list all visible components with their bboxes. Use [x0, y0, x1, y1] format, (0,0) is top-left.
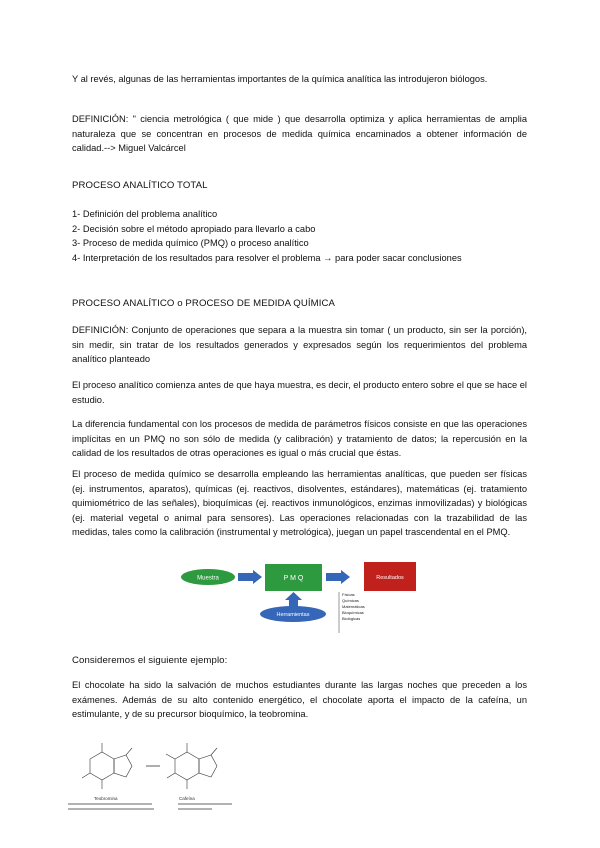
- molecule-structures: [62, 734, 262, 820]
- paragraph-example-heading: Consideremos el siguiente ejemplo:: [72, 655, 228, 666]
- heading-proceso-medida-quimica: PROCESO ANALÍTICO o PROCESO DE MEDIDA QUÍMICA: [72, 298, 336, 309]
- list-item: 3- Proceso de medida químico (PMQ) o proceso analítico: [72, 238, 309, 249]
- tool-type: Matemáticas: [342, 604, 365, 609]
- paragraph-intro: Y al revés, algunas de las herramientas importantes de la química analítica las introdujeron biólogos.: [72, 74, 488, 84]
- muestra-label: Muestra: [197, 575, 219, 582]
- theobromine-label: Teobromina: [94, 796, 118, 801]
- pmq-diagram: [178, 558, 438, 636]
- arrow-right-icon: [238, 570, 262, 584]
- tool-type: Físicas: [342, 592, 355, 597]
- steps-list: [72, 207, 462, 265]
- arrow-right-icon: [326, 570, 350, 584]
- resultados-label: Resultados: [376, 575, 404, 581]
- theobromine-structure-icon: [82, 743, 132, 789]
- paragraph-chocolate: El chocolate ha sido la salvación de muchos estudiantes durante las largas noches que preceden a los exámenes. Además de su alto contenido energético, el chocolate aporta el impacto de la cafeína, un estimulante, y de su precursor bioquímico, la teobromina.: [72, 680, 527, 720]
- herramientas-label: Herramientas: [276, 612, 310, 618]
- list-item: 2- Decisión sobre el método apropiado para llevarlo a cabo: [72, 223, 316, 234]
- paragraph-definition-1: DEFINICIÓN: " ciencia metrológica ( que mide ) que desarrolla optimiza y aplica herramientas de amplia naturaleza que se concentran en procesos de medida química encaminados a obtener información de calidad.--> Miguel Valcárcel: [72, 114, 527, 154]
- paragraph-pmq-tools: El proceso de medida químico se desarrolla empleando las herramientas analíticas, que pueden ser físicas (ej. instrumentos, aparatos), químicas (ej. reactivos, disolventes, estándares), matemáticas (ej. tratamiento quimiométrico de las señales), bioquímicas (ej. reactivos inmunológicos, enzimas inmovilizadas) y biológicas (ej. material vegetal o animal para sensores). Las operaciones relacionadas con la trazabilidad de las medidas, tales como la calibración (instrumental y metrológica), juegan un papel trascendental en el PMQ.: [72, 469, 527, 538]
- tool-type: Biológicas: [342, 616, 361, 621]
- pmq-label: P M Q: [283, 575, 304, 582]
- list-item: 1- Definición del problema analítico: [72, 209, 218, 219]
- heading-proceso-analitico-total: PROCESO ANALÍTICO TOTAL: [72, 180, 208, 191]
- paragraph-definition-2: DEFINICIÓN: Conjunto de operaciones que separa a la muestra sin tomar ( un producto, sin ser la porción), sin medir, sin tratar de los resultados generados y expresados según los requerimientos del problema analítico planteado: [72, 325, 527, 365]
- paragraph-process-start: El proceso analítico comienza antes de que haya muestra, es decir, el producto entero sobre el que se hace el estudio.: [72, 380, 527, 405]
- caffeine-label: Cafeína: [179, 796, 195, 801]
- tool-type: Químicas: [342, 598, 359, 603]
- paragraph-difference: La diferencia fundamental con los procesos de medida de parámetros físicos consiste en que las operaciones implícitas en un PMQ no son sólo de medida (y calibración) y tratamiento de datos; la repercusión en la calidad de los resultados de otras operaciones es igual o más crucial que éstas.: [72, 419, 527, 459]
- tool-type: Bioquímicas: [342, 610, 364, 615]
- caffeine-structure-icon: [166, 743, 217, 789]
- list-item: 4- Interpretación de los resultados para resolver el problema → para poder sacar conclusiones: [72, 252, 462, 263]
